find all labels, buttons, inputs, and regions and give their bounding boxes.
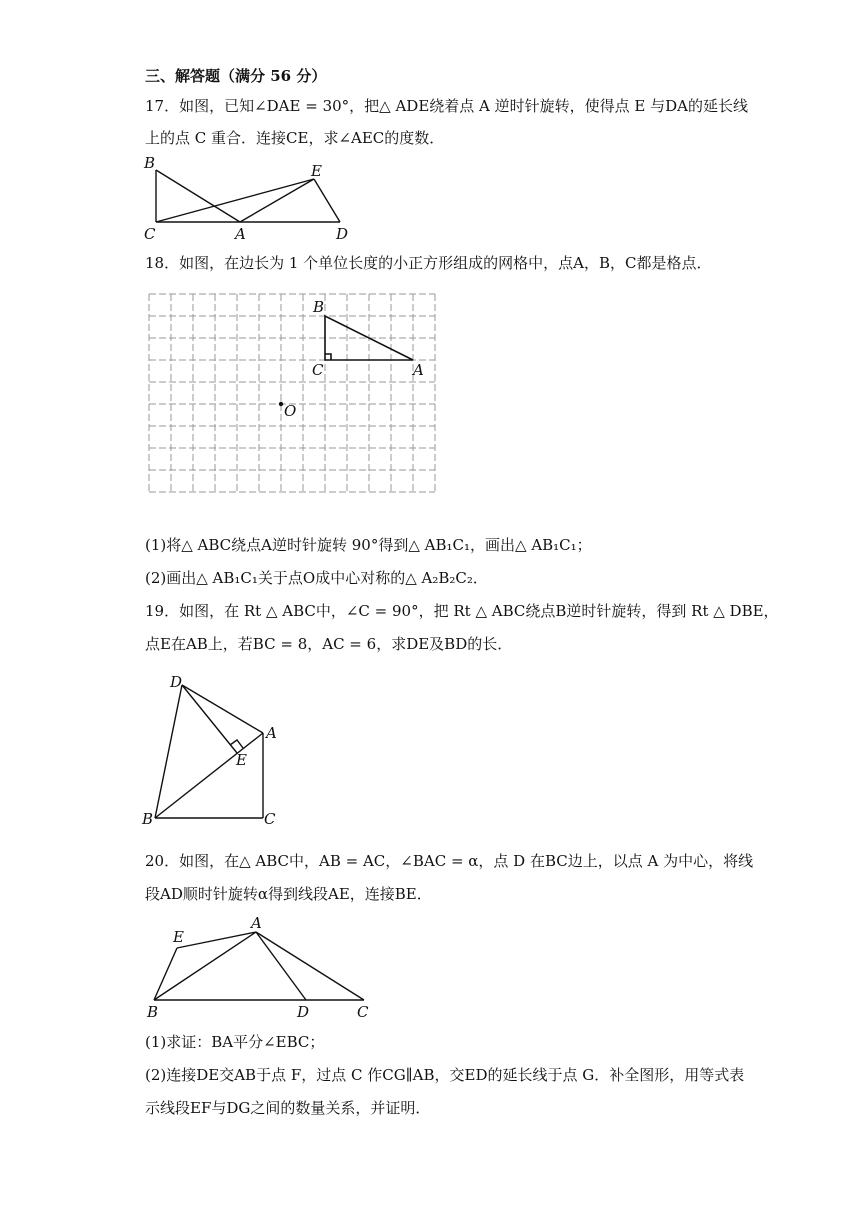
q19-label-d: D (170, 673, 183, 691)
q18-label-b: B (313, 298, 325, 316)
q20-part2-line1: (2)连接DE交AB于点 F，过点 C 作CG∥AB，交ED的延长线于点 G．补全图形，用等式表 (145, 1066, 745, 1084)
q17-label-c: C (144, 225, 156, 243)
q17-label-a: A (235, 225, 246, 243)
q20-text-line1: 20．如图，在△ ABC中，AB = AC，∠BAC = α，点 D 在BC边上，以点 A 为中心，将线 (145, 852, 754, 870)
q18-part1: (1)将△ ABC绕点A逆时针旋转 90°得到△ AB₁C₁，画出△ AB₁C₁； (145, 536, 592, 554)
q19-label-b: B (142, 810, 154, 828)
q20-label-d: D (297, 1003, 310, 1021)
q17-label-e: E (311, 162, 322, 180)
q18-grid-figure (140, 285, 450, 515)
q19-text-line2: 点E在AB上，若BC = 8，AC = 6，求DE及BD的长． (145, 635, 513, 653)
q20-part2-line2: 示线段EF与DG之间的数量关系，并证明． (145, 1099, 431, 1117)
q19-figure (140, 670, 290, 830)
q19-label-c: C (264, 810, 276, 828)
q17-text-line1: 17．如图，已知∠DAE = 30°，把△ ADE绕着点 A 逆时针旋转，使得点 E 与DA的延长线 (145, 97, 748, 115)
q20-label-a: A (251, 914, 262, 932)
q19-label-e: E (236, 751, 247, 769)
q20-figure (140, 915, 380, 1025)
q19-label-a: A (266, 724, 277, 742)
q17-figure (140, 155, 360, 245)
grid-lines (149, 294, 435, 494)
q20-part1: (1)求证：BA平分∠EBC； (145, 1033, 325, 1051)
q19-text-line1: 19．如图，在 Rt △ ABC中，∠C = 90°，把 Rt △ ABC绕点B逆时针旋转，得到 Rt △ DBE， (145, 602, 779, 620)
q18-part2: (2)画出△ AB₁C₁关于点O成中心对称的△ A₂B₂C₂． (145, 569, 488, 587)
q17-label-d: D (336, 225, 349, 243)
q17-label-b: B (144, 154, 156, 172)
q20-label-e: E (173, 928, 184, 946)
q18-text-line1: 18．如图，在边长为 1 个单位长度的小正方形组成的网格中，点A，B，C都是格点． (145, 254, 712, 272)
q18-label-o: O (284, 402, 297, 420)
q18-label-a: A (413, 361, 424, 379)
q17-text-line2: 上的点 C 重合．连接CE，求∠AEC的度数． (145, 129, 445, 147)
q18-label-c: C (312, 361, 324, 379)
q20-text-line2: 段AD顺时针旋转α得到线段AE，连接BE． (145, 885, 432, 903)
section-title: 三、解答题（满分 56 分） (145, 67, 327, 85)
q20-label-c: C (357, 1003, 369, 1021)
q20-label-b: B (147, 1003, 159, 1021)
